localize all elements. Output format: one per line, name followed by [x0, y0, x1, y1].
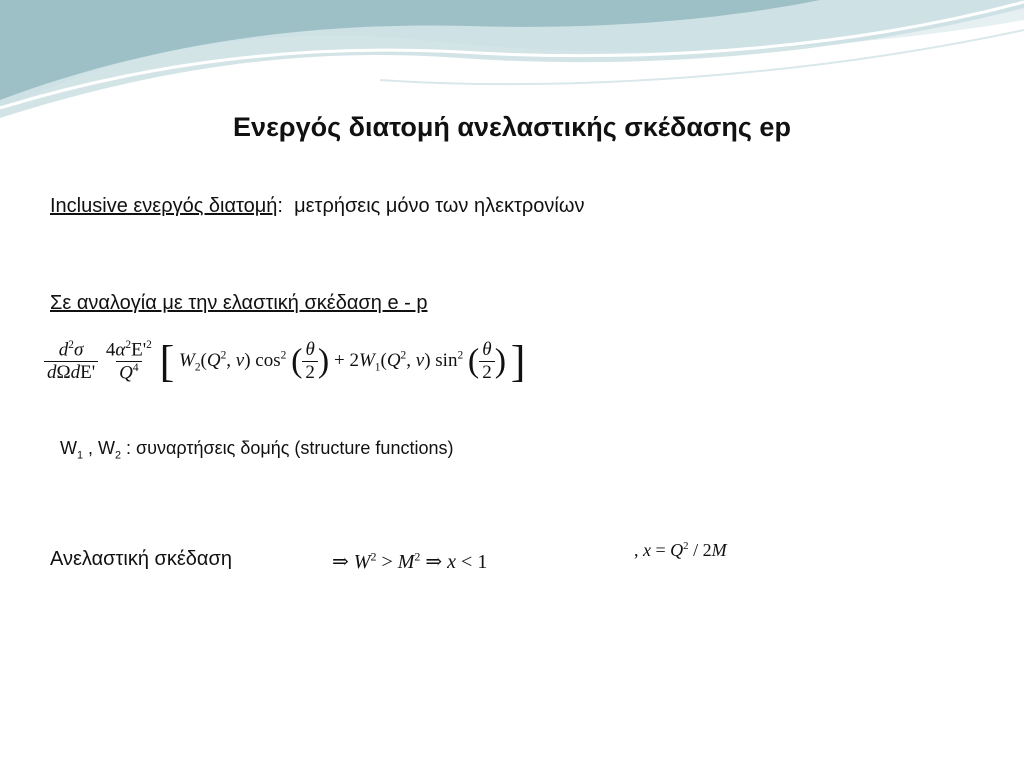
sf-separator: ,: [83, 438, 99, 458]
w2-symbol: W: [98, 438, 116, 458]
structure-functions-description: : συναρτήσεις δομής (structure functions): [121, 438, 454, 458]
inelastic-label: Ανελαστική σκέδαση: [50, 548, 232, 570]
w1-subscript: 1: [77, 449, 84, 462]
inclusive-colon: :: [277, 195, 283, 217]
w2-subscript: 2: [115, 449, 122, 462]
inelastic-condition-formula: ⇒ $W^2 > M^2$ ⇒ x < 1: [332, 549, 488, 573]
analogy-heading: Σε αναλογία με την ελαστική σκέδαση e - p: [50, 292, 428, 314]
inclusive-line: [50, 195, 584, 218]
bjorken-x-formula: , $x = Q^2 / 2M$: [634, 540, 727, 560]
inclusive-label: Inclusive ενεργός διατομή: [50, 195, 278, 217]
inclusive-description: μετρήσεις μόνο των ηλεκτρονίων: [294, 195, 585, 217]
cross-section-formula: $\frac{d^2\sigma}{\text{dΩdE'}}$ $\frac{4\alpha^2E'^2}{Q^4}$ [ $W_2(Q^2$, v) $\cos^2$ ( $\frac{\theta}{2}$ ) + $2W_1(Q^2$, v) $\sin^2$ ( $\frac{\theta}{2}$ ) ]: [44, 336, 525, 387]
structure-functions-note: [60, 438, 453, 462]
slide-title: Ενεργός διατομή ανελαστικής σκέδασης ep: [233, 112, 791, 142]
header-wave-decoration: [0, 0, 1024, 130]
w1-symbol: W: [60, 438, 77, 458]
